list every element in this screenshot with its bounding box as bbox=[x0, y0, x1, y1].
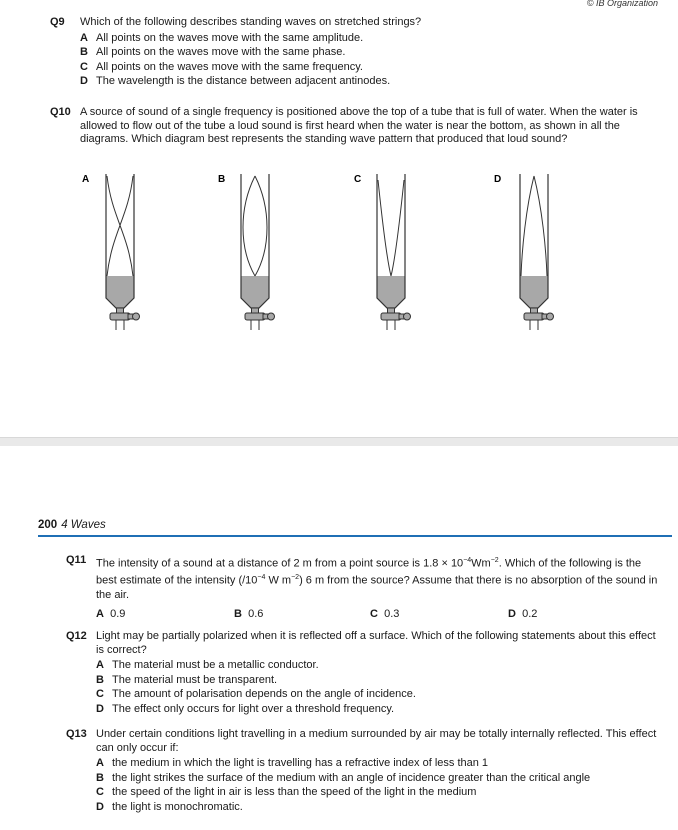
tube-d bbox=[520, 174, 554, 330]
tube-c bbox=[377, 174, 411, 330]
option-d: D The wavelength is the distance between adjacent antinodes. bbox=[80, 75, 391, 88]
diagram-label-d: D bbox=[494, 174, 502, 185]
option-c: C the speed of the light in air is less than the speed of the light in the medium bbox=[96, 786, 477, 799]
page-separator bbox=[0, 437, 678, 446]
diagram-label-b: B bbox=[218, 174, 226, 185]
option-d: D 0.2 bbox=[508, 608, 538, 621]
tube-b bbox=[241, 174, 275, 330]
question-number: Q13 bbox=[66, 728, 87, 740]
option-a: A the medium in which the light is travelling has a refractive index of less than 1 bbox=[96, 757, 489, 770]
chapter-title: 4 Waves bbox=[61, 519, 106, 531]
option-c: C All points on the waves move with the same frequency. bbox=[80, 60, 363, 73]
option-a: A 0.9 bbox=[96, 608, 126, 621]
option-d: D the light is monochromatic. bbox=[96, 800, 243, 813]
question-number: Q10 bbox=[50, 106, 71, 118]
question-text: Light may be partially polarized when it is reflected off a surface. Which of the following statements about this effect is correct? bbox=[96, 630, 656, 656]
options-list bbox=[80, 31, 670, 89]
page-header bbox=[38, 519, 106, 531]
options-list bbox=[96, 756, 666, 814]
option-b: B 0.6 bbox=[234, 608, 264, 621]
question-number: Q11 bbox=[66, 554, 87, 566]
options-list bbox=[96, 658, 666, 716]
options-list bbox=[96, 608, 662, 623]
option-b: B the light strikes the surface of the medium with an angle of incidence greater than the critical angle bbox=[96, 771, 591, 784]
option-c: C 0.3 bbox=[370, 608, 400, 621]
option-b: B The material must be transparent. bbox=[96, 673, 278, 686]
option-b: B All points on the waves move with the same phase. bbox=[80, 46, 346, 59]
question-9 bbox=[50, 16, 670, 89]
question-12 bbox=[66, 630, 666, 716]
question-number: Q12 bbox=[66, 630, 87, 642]
question-number: Q9 bbox=[50, 16, 65, 28]
diagram-label-a: A bbox=[82, 174, 90, 185]
diagram-label-c: C bbox=[354, 174, 362, 185]
option-c: C The amount of polarisation depends on the angle of incidence. bbox=[96, 688, 416, 701]
page-number: 200 bbox=[38, 519, 58, 531]
option-a: A All points on the waves move with the same amplitude. bbox=[80, 31, 364, 44]
question-text: Which of the following describes standing waves on stretched strings? bbox=[80, 16, 422, 28]
question-text: The intensity of a sound at a distance of 2 m from a point source is $1.8 \times 10^{-4}Wm^{-2}$. Which of the following is the best estimate of the intensity ($/10^{-4}$ W $m^{-2}$) 6 m from the source? Assume that there is no absorption of the sound in the air. bbox=[96, 557, 658, 601]
tube-diagrams bbox=[0, 168, 678, 348]
option-a: A The material must be a metallic conductor. bbox=[96, 659, 319, 672]
question-10 bbox=[50, 106, 658, 147]
header-rule bbox=[38, 535, 672, 537]
question-text: Under certain conditions light travelling in a medium surrounded by air may be totally internally reflected. This effect can only occur if: bbox=[96, 728, 657, 754]
tube-a bbox=[106, 174, 140, 330]
copyright-notice: © IB Organization bbox=[586, 0, 658, 8]
question-13 bbox=[66, 728, 666, 814]
option-d: D The effect only occurs for light over a threshold frequency. bbox=[96, 702, 395, 715]
question-11 bbox=[66, 554, 662, 623]
question-text: A source of sound of a single frequency is positioned above the top of a tube that is full of water. When the water is allowed to flow out of the tube a loud sound is first heard when the water is near the bottom, as shown in all the diagrams. Which diagram best represents the standing wave pattern that produced that loud sound? bbox=[80, 106, 638, 146]
